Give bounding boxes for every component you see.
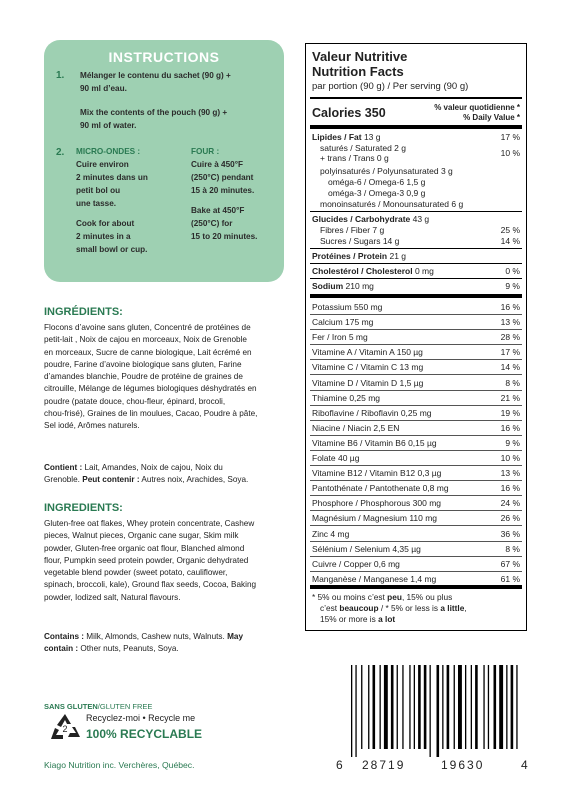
barcode-digit-check: 4 bbox=[521, 758, 528, 772]
micronutrient-label: Phosphore / Phosphorous 300 mg bbox=[312, 498, 442, 509]
ingredients-fr-text bbox=[44, 322, 296, 433]
step-1-en-line-2: 90 ml of water. bbox=[80, 121, 137, 130]
trans-fat: + trans / Trans 0 g bbox=[320, 153, 389, 163]
ingredients-fr-line: chou-frisé), Graines de lin moulues, Cacao, Poudre à pâte, bbox=[44, 409, 258, 419]
barcode bbox=[345, 665, 520, 757]
protein-row bbox=[312, 251, 520, 261]
micronutrient-label: Cuivre / Copper 0,6 mg bbox=[312, 558, 400, 569]
facts-title-fr: Valeur Nutritive bbox=[312, 49, 408, 64]
sodium-dv: 9 % bbox=[505, 281, 520, 291]
contains-en bbox=[44, 631, 296, 656]
micronutrient-dv: 19 % bbox=[500, 407, 520, 418]
footnote-text: c’est bbox=[320, 603, 340, 613]
footnote-text: 15% or more is bbox=[320, 614, 379, 624]
step-1-fr bbox=[80, 69, 231, 95]
fat-label: Lipides / Fat bbox=[312, 132, 362, 142]
oven-fr-1: Cuire à 450°F bbox=[191, 160, 243, 169]
serving-size: par portion (90 g) / Per serving (90 g) bbox=[312, 81, 469, 92]
contains-en-text: Milk, Almonds, Cashew nuts, Walnuts. bbox=[84, 632, 225, 641]
ingredients-fr-line: en morceaux, Sucre de canne biologique, Lait écrémé en bbox=[44, 347, 252, 357]
footnote-bold: a little bbox=[440, 603, 465, 613]
recycle-number: 2 bbox=[62, 724, 68, 734]
daily-value-en: % Daily Value * bbox=[463, 113, 520, 122]
calories: Calories 350 bbox=[312, 106, 386, 120]
saturated-dv: 10 % bbox=[500, 148, 520, 158]
footnote-line-3 bbox=[312, 614, 520, 624]
instructions-title: INSTRUCTIONS bbox=[108, 49, 220, 65]
fibre-dv: 25 % bbox=[500, 225, 520, 235]
company-address: Kiago Nutrition inc. Verchères, Québec. bbox=[44, 760, 195, 770]
micronutrient-dv: 14 % bbox=[500, 362, 520, 373]
recycle-icon bbox=[48, 712, 82, 742]
gluten-free-fr: SANS GLUTEN bbox=[44, 702, 98, 711]
contains-fr-text: Lait, Amandes, Noix de cajou, Noix du bbox=[82, 463, 223, 472]
micronutrient-label: Fer / Iron 5 mg bbox=[312, 332, 368, 343]
step-2-number: 2. bbox=[56, 147, 65, 158]
microwave-en-1: Cook for about bbox=[76, 219, 135, 228]
instructions-panel bbox=[44, 40, 284, 282]
step-1-en-line-1: Mix the contents of the pouch (90 g) + bbox=[80, 108, 228, 117]
fat-dv: 17 % bbox=[500, 132, 520, 142]
fat-row bbox=[312, 132, 520, 142]
chol-amount: 0 mg bbox=[412, 266, 434, 276]
sugars: Sucres / Sugars 14 g bbox=[320, 236, 400, 246]
ingredients-fr-line: petit-lait , Noix de cajou en morceaux, Noix de Grenoble bbox=[44, 335, 247, 345]
may-contain-en-label: May bbox=[224, 632, 243, 641]
gluten-free-label bbox=[44, 702, 152, 711]
oven-en-3: 15 to 20 minutes. bbox=[191, 232, 258, 241]
barcode-digit-1: 6 bbox=[336, 758, 343, 772]
micronutrient-label: Sélénium / Selenium 4,35 µg bbox=[312, 543, 421, 554]
saturated-fat: saturés / Saturated 2 g bbox=[320, 143, 406, 153]
micronutrient-dv: 16 % bbox=[500, 483, 520, 494]
monounsaturated-fat: monoinsaturés / Monounsaturated 6 g bbox=[320, 199, 464, 209]
micronutrient-dv: 16 % bbox=[500, 302, 520, 312]
microwave-title: MICRO-ONDES : bbox=[76, 147, 141, 156]
omega-6: oméga-6 / Omega-6 1,5 g bbox=[328, 177, 426, 187]
ingredients-fr-line: citrouille, Mélange de légumes biologiques déshydratés en bbox=[44, 384, 257, 394]
step-1-fr-line-1: Mélanger le contenu du sachet (90 g) + bbox=[80, 71, 231, 80]
micronutrient-dv: 36 % bbox=[500, 528, 520, 539]
oven-en-1: Bake at 450°F bbox=[191, 206, 245, 215]
micronutrient-label: Folate 40 µg bbox=[312, 453, 360, 463]
oven-title: FOUR : bbox=[191, 147, 220, 156]
micronutrient-label: Vitamine B6 / Vitamin B6 0,15 µg bbox=[312, 437, 437, 448]
micronutrient-label: Magnésium / Magnesium 110 mg bbox=[312, 513, 438, 524]
ingredients-en-line: Gluten-free oat flakes, Whey protein concentrate, Cashew bbox=[44, 519, 255, 528]
micronutrient-dv: 28 % bbox=[500, 332, 520, 343]
sugars-dv: 14 % bbox=[500, 236, 520, 246]
step-1-fr-line-2: 90 ml d’eau. bbox=[80, 84, 127, 93]
micronutrient-label: Riboflavine / Riboflavin 0,25 mg bbox=[312, 407, 432, 418]
may-contain-en-text: Other nuts, Peanuts, Soya. bbox=[78, 644, 179, 654]
contains-en-label: Contains : bbox=[44, 632, 85, 641]
footnote-text: * 5% ou moins c’est bbox=[312, 592, 388, 602]
sodium-row bbox=[312, 281, 520, 291]
micronutrient-label: Manganèse / Manganese 1,4 mg bbox=[312, 573, 437, 584]
ingredients-fr-line: Sel iodé, Arômes naturels. bbox=[44, 421, 140, 431]
micronutrient-dv: 8 % bbox=[505, 377, 520, 388]
step-1-number: 1. bbox=[56, 70, 65, 81]
may-contain-en-label-2: contain : bbox=[44, 644, 79, 654]
micronutrient-dv: 61 % bbox=[500, 573, 520, 584]
microwave-fr-2: 2 minutes dans un bbox=[76, 173, 148, 182]
footnote-text: / * 5% or less is bbox=[378, 603, 441, 613]
may-contain-fr-label: Peut contenir : bbox=[79, 475, 140, 485]
step-1-en bbox=[80, 106, 227, 132]
may-contain-fr-text: Autres noix, Arachides, Soya. bbox=[139, 475, 249, 485]
facts-title-en: Nutrition Facts bbox=[312, 64, 404, 79]
micronutrient-dv: 26 % bbox=[500, 513, 520, 524]
ingredients-en-line: powder, Gluten-free organic oat flour, Blanched almond bbox=[44, 543, 245, 553]
sodium-amount: 210 mg bbox=[343, 281, 374, 291]
cholesterol-dv: 0 % bbox=[505, 266, 520, 276]
oven-en-2: (250°C) for bbox=[191, 219, 233, 228]
micronutrient-label: Vitamine B12 / Vitamin B12 0,3 µg bbox=[312, 468, 442, 479]
micronutrient-label: Potassium 550 mg bbox=[312, 302, 383, 312]
barcode-digits-right: 19630 bbox=[441, 758, 485, 772]
micronutrient-label: Vitamine C / Vitamin C 13 mg bbox=[312, 362, 424, 373]
micronutrient-dv: 24 % bbox=[500, 498, 520, 509]
ingredients-fr-line: d’amandes blanchie, Poudre de protéine de graines de bbox=[44, 372, 243, 382]
microwave-column bbox=[76, 145, 148, 256]
microwave-fr-3: petit bol ou bbox=[76, 186, 121, 195]
micronutrient-dv: 10 % bbox=[500, 453, 520, 463]
oven-fr-3: 15 à 20 minutes. bbox=[191, 186, 255, 195]
carb-amount: 43 g bbox=[410, 214, 430, 224]
ingredients-fr-title: INGRÉDIENTS: bbox=[44, 306, 123, 318]
oven-fr-2: (250°C) pendant bbox=[191, 173, 254, 182]
fat-amount: 13 g bbox=[361, 132, 381, 142]
footnote-bold: beaucoup bbox=[339, 603, 379, 613]
footnote-text: , bbox=[464, 603, 467, 613]
chol-label: Cholestérol / Cholesterol bbox=[312, 266, 413, 276]
recycle-text: Recyclez-moi • Recycle me bbox=[86, 713, 196, 723]
footnote-text: , 15% ou plus bbox=[401, 592, 453, 602]
ingredients-fr-line: poudre (patate douce, chou-fleur, épinard, brocoli, bbox=[44, 396, 226, 406]
micronutrient-label: Pantothénate / Pantothenate 0,8 mg bbox=[312, 483, 449, 494]
contains-fr bbox=[44, 462, 296, 487]
contains-fr-label: Contient : bbox=[44, 463, 83, 472]
fibre: Fibres / Fiber 7 g bbox=[320, 225, 385, 235]
protein-amount: 21 g bbox=[387, 251, 407, 261]
footnote-line-2 bbox=[312, 603, 520, 613]
ingredients-fr-line: poudre, Farine d’avoine biologique sans gluten, Farine bbox=[44, 359, 242, 369]
micronutrient-dv: 67 % bbox=[500, 558, 520, 569]
carbohydrate-row bbox=[312, 214, 520, 224]
micronutrient-dv: 16 % bbox=[500, 422, 520, 433]
gluten-free-en: GLUTEN FREE bbox=[99, 702, 153, 711]
micronutrient-dv: 9 % bbox=[505, 437, 520, 448]
microwave-en-2: 2 minutes in a bbox=[76, 232, 131, 241]
micronutrient-dv: 21 % bbox=[500, 392, 520, 403]
daily-value-fr: % valeur quotidienne * bbox=[434, 103, 520, 112]
carb-label: Glucides / Carbohydrate bbox=[312, 214, 411, 224]
microwave-fr-1: Cuire environ bbox=[76, 160, 129, 169]
micronutrient-label: Vitamine D / Vitamin D 1,5 µg bbox=[312, 377, 424, 388]
micronutrient-label: Thiamine 0,25 mg bbox=[312, 392, 381, 403]
microwave-fr-4: une tasse. bbox=[76, 199, 117, 208]
ingredients-en-line: pieces, Walnut pieces, Organic cane sugar, Skim milk bbox=[44, 531, 239, 541]
nutrition-facts-table bbox=[305, 43, 527, 631]
ingredients-fr-line: Flocons d’avoine sans gluten, Concentré de protéines de bbox=[44, 323, 251, 332]
footnote-bold: peu bbox=[387, 592, 402, 602]
polyunsaturated-fat: polyinsaturés / Polyunsaturated 3 g bbox=[320, 166, 453, 176]
ingredients-en-line: vegetable blend powder (sweet potato, cauliflower, bbox=[44, 568, 228, 578]
gluten-free-separator: / bbox=[97, 702, 100, 711]
ingredients-en-text bbox=[44, 518, 296, 604]
sodium-label: Sodium bbox=[312, 281, 344, 291]
ingredients-en-title: INGREDIENTS: bbox=[44, 502, 123, 514]
micronutrient-label: Vitamine A / Vitamin A 150 µg bbox=[312, 347, 423, 358]
micronutrient-dv: 8 % bbox=[505, 543, 520, 554]
footnote-bold: a lot bbox=[378, 614, 396, 624]
micronutrient-label: Zinc 4 mg bbox=[312, 528, 350, 539]
micronutrient-label: Calcium 175 mg bbox=[312, 317, 374, 328]
barcode-digits-left: 28719 bbox=[362, 758, 406, 772]
footnote-line-1 bbox=[312, 592, 520, 602]
microwave-en-3: small bowl or cup. bbox=[76, 245, 148, 254]
cholesterol-row bbox=[312, 266, 520, 276]
ingredients-en-line: spinach, broccoli, kale), Ground flax seeds, Cocoa, Baking bbox=[44, 580, 257, 590]
recyclable-label: 100% RECYCLABLE bbox=[86, 727, 203, 741]
micronutrient-dv: 13 % bbox=[500, 317, 520, 328]
protein-label: Protéines / Protein bbox=[312, 251, 388, 261]
contains-fr-text-2: Grenoble. bbox=[44, 475, 80, 485]
micronutrient-label: Niacine / Niacin 2,5 EN bbox=[312, 422, 400, 433]
micronutrient-dv: 17 % bbox=[500, 347, 520, 358]
ingredients-en-line: flour, Pumpkin seed protein powder, Organic dehydrated bbox=[44, 555, 249, 565]
oven-column bbox=[191, 145, 257, 243]
omega-3: oméga-3 / Omega-3 0,9 g bbox=[328, 188, 426, 198]
micronutrient-dv: 13 % bbox=[500, 468, 520, 479]
ingredients-en-line: powder, Iodized salt, Natural flavours. bbox=[44, 592, 181, 602]
